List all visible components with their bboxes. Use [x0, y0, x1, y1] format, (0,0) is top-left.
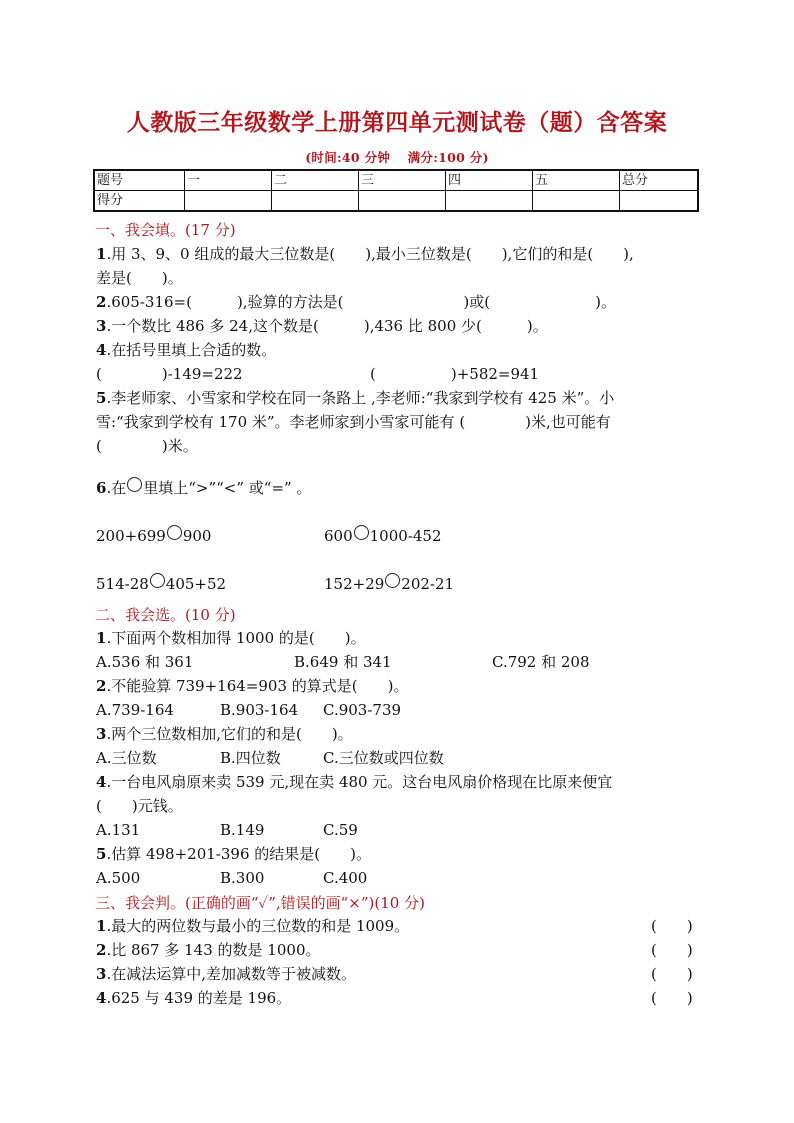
- s2-question-3: [96, 724, 353, 744]
- question-number: 2: [96, 941, 107, 959]
- score-table-score-row: [94, 191, 698, 212]
- s1-question-5-line2: 雪:“我家到学校有 170 米”。李老师家到小雪家可能有 ( )米,也可能有: [96, 413, 611, 431]
- s3-item-1: [96, 916, 409, 936]
- option-c[interactable]: C.三位数或四位数: [323, 749, 444, 767]
- score-header-cell: 三: [359, 170, 446, 191]
- s1-question-5-line3: ( )米。: [96, 437, 198, 455]
- score-cell[interactable]: [620, 191, 699, 212]
- question-number: 5: [96, 845, 107, 863]
- question-text: .一台电风扇原来卖 539 元,现在卖 480 元。这台电风扇价格现在比原来便宜: [106, 773, 613, 791]
- compare-right: 1000-452: [369, 527, 442, 545]
- compare-item: [324, 573, 454, 594]
- s3-item-3: [96, 964, 356, 984]
- question-text: .一个数比 486 多 24,这个数是( ),436 比 800 少( )。: [106, 317, 548, 335]
- compare-left: 514-28: [96, 575, 149, 593]
- question-text: .比 867 多 143 的数是 1000。: [106, 941, 321, 959]
- question-number: 5: [96, 389, 107, 407]
- option-b[interactable]: B.300: [220, 869, 265, 887]
- exam-info: (时间:40 分钟 满分:100 分): [305, 150, 489, 165]
- s1-question-3: [96, 316, 548, 336]
- option-a[interactable]: A.536 和 361: [96, 653, 194, 671]
- circle-icon[interactable]: [354, 525, 369, 540]
- score-cell[interactable]: [533, 191, 620, 212]
- question-text: .625 与 439 的差是 196。: [106, 989, 292, 1007]
- score-header-cell: 五: [533, 170, 620, 191]
- s1-q4-equation-right: ( )+582=941: [370, 365, 540, 383]
- question-number: 4: [96, 341, 107, 359]
- circle-icon[interactable]: [167, 525, 182, 540]
- question-text: 里填上“>”“<” 或“=” 。: [143, 479, 312, 497]
- s2-question-4: [96, 772, 612, 792]
- s3-item-4: [96, 988, 291, 1008]
- option-a[interactable]: A.131: [96, 821, 141, 839]
- s1-question-5: [96, 388, 614, 408]
- compare-item: [324, 525, 442, 546]
- question-number: 3: [96, 725, 107, 743]
- question-text: .用 3、9、0 组成的最大三位数是( ),最小三位数是( ),它们的和是( ),: [106, 245, 634, 263]
- option-b[interactable]: B.149: [220, 821, 265, 839]
- compare-left: 152+29: [324, 575, 385, 593]
- question-number: 1: [96, 629, 107, 647]
- question-number: 2: [96, 293, 107, 311]
- option-a[interactable]: A.500: [96, 869, 141, 887]
- question-text: .下面两个数相加得 1000 的是( )。: [106, 629, 366, 647]
- option-c[interactable]: C.792 和 208: [492, 653, 590, 671]
- s1-question-1-cont: 差是( )。: [96, 269, 183, 287]
- compare-right: 900: [182, 527, 212, 545]
- option-c[interactable]: C.400: [323, 869, 368, 887]
- question-text: .605-316=( ),验算的方法是( )或( )。: [106, 293, 616, 311]
- section-2-heading: 二、我会选。(10 分): [95, 606, 236, 624]
- option-a[interactable]: A.三位数: [96, 749, 157, 767]
- answer-paren[interactable]: ( ): [651, 917, 693, 935]
- s2-question-1: [96, 628, 366, 648]
- question-text: .在减法运算中,差加减数等于被减数。: [106, 965, 356, 983]
- s1-question-6: [96, 477, 311, 498]
- score-header-cell: 题号: [94, 170, 185, 191]
- answer-paren[interactable]: ( ): [651, 965, 693, 983]
- page-title: 人教版三年级数学上册第四单元测试卷（题）含答案: [126, 109, 668, 136]
- compare-right: 405+52: [165, 575, 227, 593]
- compare-left: 600: [324, 527, 353, 545]
- question-number: 4: [96, 989, 107, 1007]
- question-number: 3: [96, 317, 107, 335]
- question-text: .在: [106, 479, 127, 497]
- score-row-label: 得分: [94, 191, 185, 212]
- question-text: .在括号里填上合适的数。: [106, 341, 277, 359]
- s1-question-2: [96, 292, 616, 312]
- compare-right: 202-21: [401, 575, 455, 593]
- s2-question-2: [96, 676, 408, 696]
- score-header-cell: 二: [272, 170, 359, 191]
- score-header-cell: 总分: [620, 170, 699, 191]
- score-header-cell: 一: [185, 170, 272, 191]
- option-c[interactable]: C.59: [323, 821, 358, 839]
- score-header-cell: 四: [446, 170, 533, 191]
- question-number: 2: [96, 677, 107, 695]
- circle-icon: [127, 477, 142, 492]
- question-text: .最大的两位数与最小的三位数的和是 1009。: [106, 917, 410, 935]
- question-text: .不能验算 739+164=903 的算式是( )。: [106, 677, 409, 695]
- option-b[interactable]: B.649 和 341: [294, 653, 392, 671]
- s2-question-5: [96, 844, 371, 864]
- section-3-heading: 三、我会判。(正确的画“✓”,错误的画“×”)(10 分): [95, 894, 425, 912]
- option-b[interactable]: B.四位数: [220, 749, 281, 767]
- circle-icon[interactable]: [385, 573, 400, 588]
- compare-item: [96, 573, 226, 594]
- question-number: 6: [96, 479, 107, 497]
- section-1-heading: 一、我会填。(17 分): [95, 221, 236, 239]
- option-c[interactable]: C.903-739: [323, 701, 402, 719]
- question-number: 1: [96, 245, 107, 263]
- s1-question-4: [96, 340, 276, 360]
- question-text: .两个三位数相加,它们的和是( )。: [106, 725, 353, 743]
- answer-paren[interactable]: ( ): [651, 989, 693, 1007]
- circle-icon[interactable]: [150, 573, 165, 588]
- compare-item: [96, 525, 211, 546]
- score-table-header-row: [94, 170, 698, 191]
- question-number: 1: [96, 917, 107, 935]
- s1-q4-equation-left: ( )-149=222: [96, 365, 243, 383]
- question-number: 3: [96, 965, 107, 983]
- answer-paren[interactable]: ( ): [651, 941, 693, 959]
- s3-item-2: [96, 940, 320, 960]
- question-text: .李老师家、小雪家和学校在同一条路上 ,李老师:“我家到学校有 425 米”。小: [106, 389, 615, 407]
- question-text: .估算 498+201-396 的结果是( )。: [106, 845, 371, 863]
- score-cell[interactable]: [446, 191, 533, 212]
- compare-left: 200+699: [96, 527, 166, 545]
- score-cell[interactable]: [185, 191, 272, 212]
- score-cell[interactable]: [359, 191, 446, 212]
- s1-question-1: [96, 244, 634, 264]
- score-cell[interactable]: [272, 191, 359, 212]
- option-b[interactable]: B.903-164: [220, 701, 299, 719]
- score-table: [93, 169, 699, 212]
- option-a[interactable]: A.739-164: [96, 701, 174, 719]
- question-number: 4: [96, 773, 107, 791]
- s2-question-4-cont: ( )元钱。: [96, 797, 183, 815]
